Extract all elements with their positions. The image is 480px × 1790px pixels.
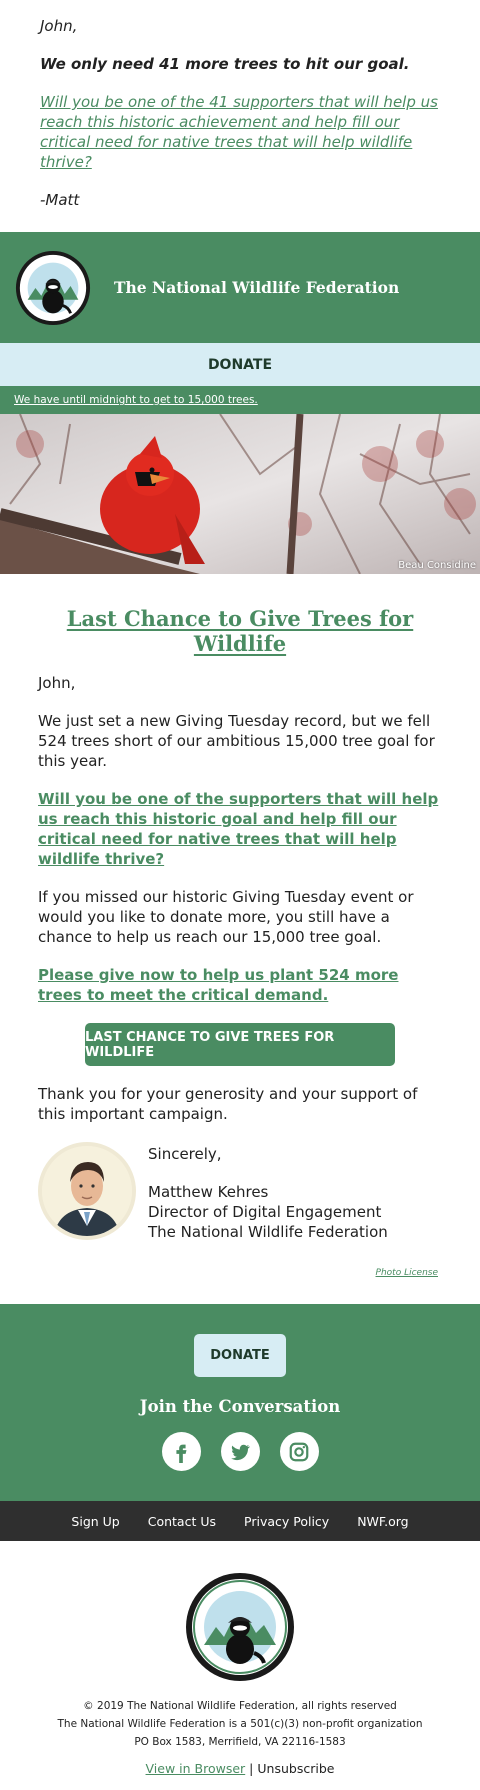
preheader-signoff: -Matt bbox=[40, 191, 80, 209]
avatar bbox=[38, 1142, 136, 1240]
nav-nwf-org[interactable]: NWF.org bbox=[357, 1513, 409, 1529]
nonprofit-text: The National Wildlife Federation is a 501(c)(3) non-profit organization bbox=[57, 1718, 423, 1730]
give-now-link[interactable]: Please give now to help us plant 524 more trees to meet the critical demand. bbox=[38, 966, 399, 1004]
nwf-logo-icon[interactable] bbox=[14, 249, 92, 327]
photo-license-link[interactable]: Photo License bbox=[375, 1268, 438, 1278]
address-text: PO Box 1583, Merrifield, VA 22116-1583 bbox=[134, 1736, 346, 1748]
link-separator: | bbox=[245, 1761, 258, 1776]
brand-header bbox=[0, 232, 480, 343]
preheader bbox=[0, 0, 480, 232]
nav-contact-us[interactable]: Contact Us bbox=[147, 1513, 217, 1529]
signer-title: Director of Digital Engagement bbox=[148, 1203, 382, 1221]
donate-bar-button[interactable]: DONATE bbox=[0, 343, 480, 386]
photo-credit: Beau Considine bbox=[398, 560, 476, 571]
nav-sign-up[interactable]: Sign Up bbox=[71, 1513, 120, 1529]
page-title[interactable]: Last Chance to Give Trees for Wildlife bbox=[66, 606, 414, 656]
preheader-ask-link[interactable]: Will you be one of the 41 supporters that will help us reach this historic achievement and help fill our critical need for native trees that will help wildlife thrive? bbox=[40, 93, 438, 171]
preheader-headline: We only need 41 more trees to hit our goal. bbox=[40, 55, 410, 73]
signer-org: The National Wildlife Federation bbox=[148, 1223, 388, 1241]
copyright-text: © 2019 The National Wildlife Federation, all rights reserved bbox=[83, 1700, 397, 1712]
social-links bbox=[0, 1432, 480, 1471]
main-content bbox=[0, 574, 480, 1304]
preheader-greeting: John, bbox=[40, 17, 78, 35]
org-name: The National Wildlife Federation bbox=[114, 278, 400, 297]
join-conversation-heading: Join the Conversation bbox=[139, 1397, 341, 1416]
bottom-links bbox=[0, 1761, 480, 1776]
cardinal-photo bbox=[0, 414, 480, 574]
nav-privacy-policy[interactable]: Privacy Policy bbox=[244, 1513, 330, 1529]
last-chance-cta-button[interactable]: LAST CHANCE TO GIVE TREES FOR WILDLIFE bbox=[85, 1023, 395, 1066]
view-in-browser-link[interactable]: View in Browser bbox=[145, 1761, 246, 1776]
legal-footer bbox=[0, 1541, 480, 1790]
footer-social bbox=[0, 1304, 480, 1501]
instagram-icon[interactable] bbox=[280, 1432, 319, 1471]
facebook-icon[interactable] bbox=[162, 1432, 201, 1471]
footer-nav bbox=[0, 1501, 480, 1541]
nwf-seal-icon bbox=[184, 1571, 296, 1683]
main-para-1: We just set a new Giving Tuesday record, but we fell 524 trees short of our ambitious 15,000 tree goal for this year. bbox=[38, 712, 435, 770]
signature-block bbox=[38, 1142, 442, 1242]
thanks-text: Thank you for your generosity and your support of this important campaign. bbox=[38, 1085, 418, 1123]
hero-image[interactable] bbox=[0, 414, 480, 574]
signer-name: Matthew Kehres bbox=[148, 1183, 269, 1201]
supporters-link[interactable]: Will you be one of the supporters that will help us reach this historic goal and help fill our critical need for native trees that will help wildlife thrive? bbox=[38, 790, 439, 868]
main-para-2: If you missed our historic Giving Tuesday event or would you like to donate more, you still have a chance to help us reach our 15,000 tree goal. bbox=[38, 888, 414, 946]
main-greeting: John, bbox=[38, 674, 76, 692]
deadline-link[interactable]: We have until midnight to get to 15,000 trees. bbox=[14, 394, 258, 406]
twitter-icon[interactable] bbox=[221, 1432, 260, 1471]
sincerely-text: Sincerely, bbox=[148, 1145, 222, 1163]
deadline-strip bbox=[0, 386, 480, 414]
unsubscribe-link[interactable]: Unsubscribe bbox=[257, 1761, 335, 1776]
footer-donate-button[interactable]: DONATE bbox=[194, 1334, 286, 1377]
